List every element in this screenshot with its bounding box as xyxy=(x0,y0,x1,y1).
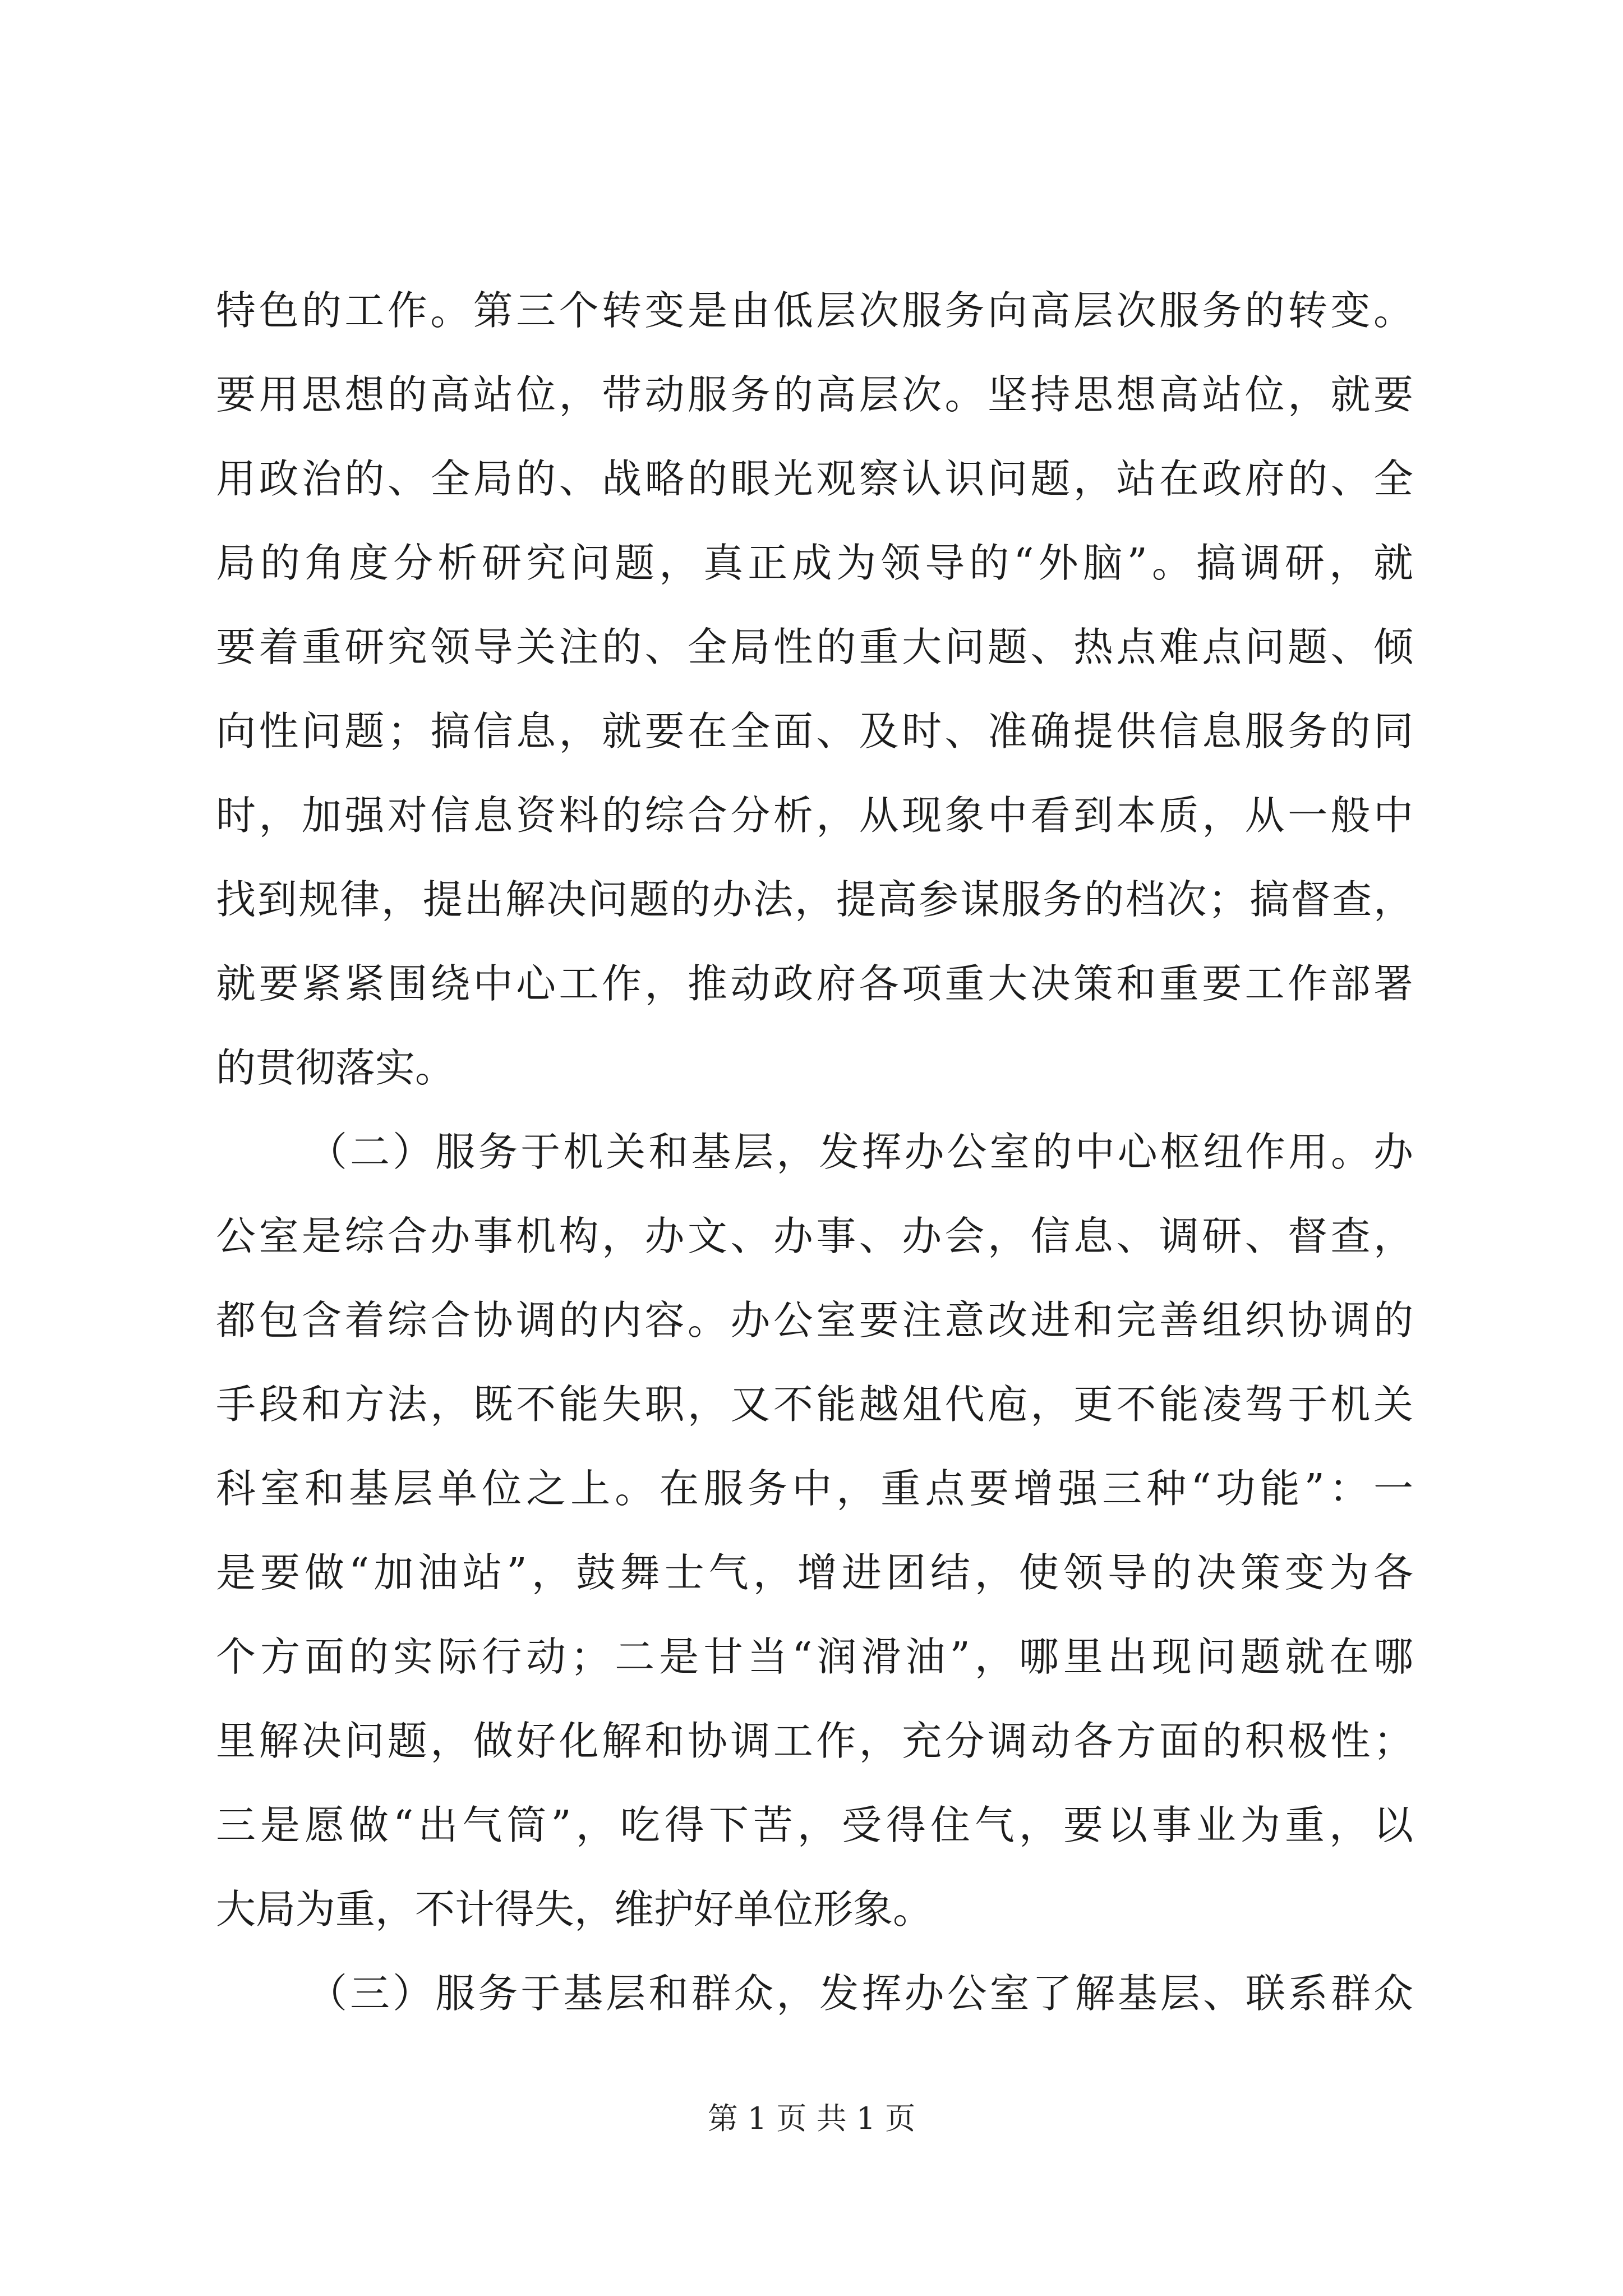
text-line: 要着重研究领导关注的、全局性的重大问题、热点难点问题、倾 xyxy=(216,624,1413,670)
text-line: 找到规律，提出解决问题的办法，提高参谋服务的档次；搞督查， xyxy=(216,876,1413,923)
text-line-paragraph-end: 的贯彻落实。 xyxy=(216,1045,455,1091)
text-line: 特色的工作。第三个转变是由低层次服务向高层次服务的转变。 xyxy=(216,287,1413,334)
text-line: 向性问题；搞信息，就要在全面、及时、准确提供信息服务的同 xyxy=(216,708,1413,754)
page-footer: 第 1 页 共 1 页 xyxy=(707,2101,916,2136)
text-line: 用政治的、全局的、战略的眼光观察认识问题，站在政府的、全 xyxy=(216,455,1413,502)
section-heading-line: （三）服务于基层和群众，发挥办公室了解基层、联系群众 xyxy=(307,1970,1413,2017)
section-heading-line: （二）服务于机关和基层，发挥办公室的中心枢纽作用。办 xyxy=(307,1129,1413,1175)
text-line: 科室和基层单位之上。在服务中，重点要增强三种“功能”：一 xyxy=(216,1465,1413,1512)
text-line: 三是愿做“出气筒”，吃得下苦，受得住气，要以事业为重，以 xyxy=(216,1802,1413,1848)
text-line: 局的角度分析研究问题，真正成为领导的“外脑”。搞调研，就 xyxy=(216,540,1413,586)
text-line: 里解决问题，做好化解和协调工作，充分调动各方面的积极性； xyxy=(216,1718,1413,1764)
text-line-paragraph-end: 大局为重，不计得失，维护好单位形象。 xyxy=(216,1886,933,1932)
text-line: 时，加强对信息资料的综合分析，从现象中看到本质，从一般中 xyxy=(216,792,1413,839)
text-line: 就要紧紧围绕中心工作，推动政府各项重大决策和重要工作部署 xyxy=(216,960,1413,1007)
text-line: 都包含着综合协调的内容。办公室要注意改进和完善组织协调的 xyxy=(216,1297,1413,1343)
text-line: 手段和方法，既不能失职，又不能越俎代庖，更不能凌驾于机关 xyxy=(216,1381,1413,1428)
text-line: 公室是综合办事机构，办文、办事、办会，信息、调研、督查， xyxy=(216,1213,1413,1259)
text-line: 要用思想的高站位，带动服务的高层次。坚持思想高站位，就要 xyxy=(216,371,1413,418)
text-line: 是要做“加油站”，鼓舞士气，增进团结，使领导的决策变为各 xyxy=(216,1549,1413,1596)
text-line: 个方面的实际行动；二是甘当“润滑油”，哪里出现问题就在哪 xyxy=(216,1634,1413,1680)
